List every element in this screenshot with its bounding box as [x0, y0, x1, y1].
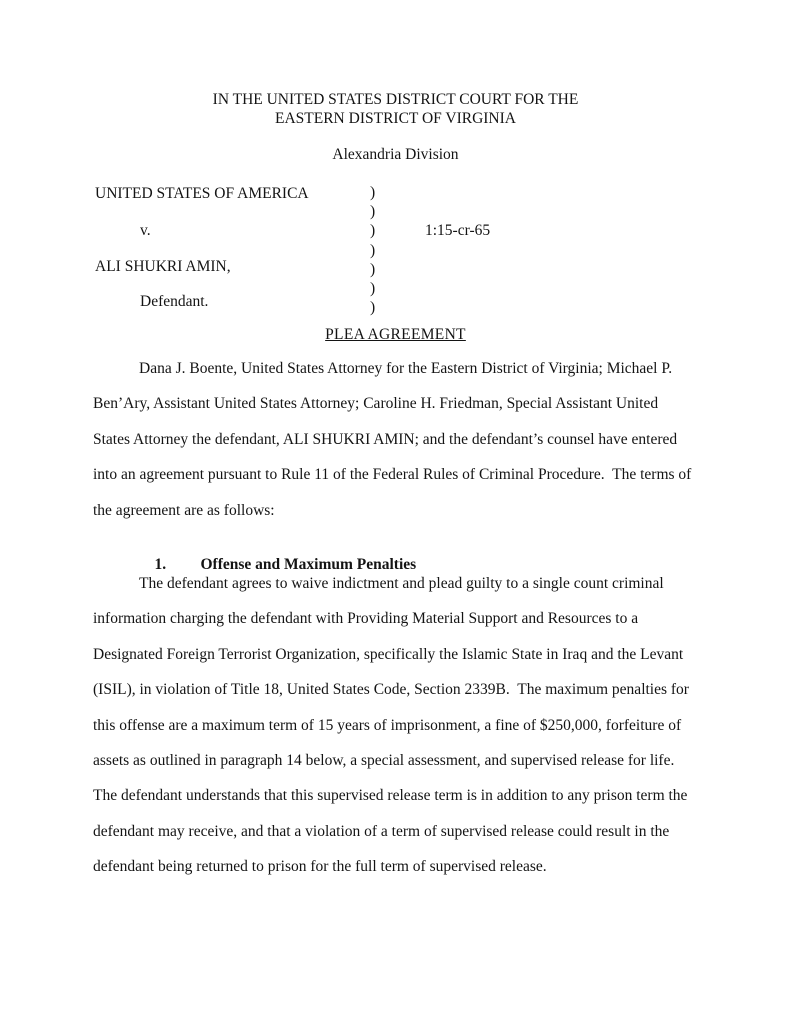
- intro-line: Ben’Ary, Assistant United States Attorney; Caroline H. Friedman, Special Assistant United: [93, 395, 659, 413]
- section-1-number: 1.: [154, 556, 167, 573]
- intro-line: the agreement are as follows:: [93, 501, 275, 519]
- intro-line: Dana J. Boente, United States Attorney for the Eastern District of Virginia; Michael P.: [139, 360, 673, 377]
- document-title: [0, 326, 791, 344]
- section-1-paragraph: [93, 566, 733, 885]
- caption-paren-column: [370, 183, 375, 317]
- section-1-line: information charging the defendant with Providing Material Support and Resources to a: [93, 610, 639, 628]
- section-1-line: assets as outlined in paragraph 14 below, a special assessment, and supervised release for life.: [93, 751, 675, 769]
- case-caption: [93, 184, 733, 317]
- section-1-line: The defendant understands that this supervised release term is in addition to any prison term the: [93, 787, 688, 805]
- section-1-line: defendant being returned to prison for the full term of supervised release.: [93, 858, 547, 876]
- caption-paren: ): [370, 260, 376, 278]
- caption-defendant-label: Defendant.: [140, 293, 209, 310]
- caption-paren: ): [370, 203, 376, 221]
- caption-paren: ): [370, 184, 376, 201]
- case-number: 1:15-cr-65: [425, 222, 491, 239]
- court-header: [0, 90, 791, 128]
- section-1-line: The defendant agrees to waive indictment and plead guilty to a single count criminal: [139, 575, 664, 592]
- caption-plaintiff: UNITED STATES OF AMERICA: [95, 185, 309, 202]
- caption-versus: v.: [140, 222, 151, 239]
- caption-paren: ): [370, 222, 376, 240]
- intro-line: States Attorney the defendant, ALI SHUKRI AMIN; and the defendant’s counsel have entered: [93, 430, 678, 448]
- court-name-line-2: EASTERN DISTRICT OF VIRGINIA: [275, 110, 516, 127]
- section-1-line: (ISIL), in violation of Title 18, United States Code, Section 2339B. The maximum penalties for: [93, 681, 689, 699]
- document-title-text: PLEA AGREEMENT: [325, 326, 466, 343]
- caption-defendant-name: ALI SHUKRI AMIN,: [95, 258, 231, 275]
- section-1-line: defendant may receive, and that a violation of a term of supervised release could result in the: [93, 822, 670, 840]
- caption-paren: ): [370, 241, 376, 259]
- caption-paren: ): [370, 299, 376, 317]
- intro-paragraph: [93, 351, 733, 528]
- caption-paren: ): [370, 280, 376, 298]
- court-name-line-1: IN THE UNITED STATES DISTRICT COURT FOR THE: [212, 91, 579, 108]
- intro-line: into an agreement pursuant to Rule 11 of the Federal Rules of Criminal Procedure. The terms of: [93, 466, 692, 484]
- section-1-line: Designated Foreign Terrorist Organization, specifically the Islamic State in Iraq and the Levant: [93, 645, 684, 663]
- section-1-title: Offense and Maximum Penalties: [200, 556, 417, 573]
- division-line: Alexandria Division: [332, 146, 459, 163]
- section-1-line: this offense are a maximum term of 15 years of imprisonment, a fine of $250,000, forfeiture of: [93, 716, 682, 734]
